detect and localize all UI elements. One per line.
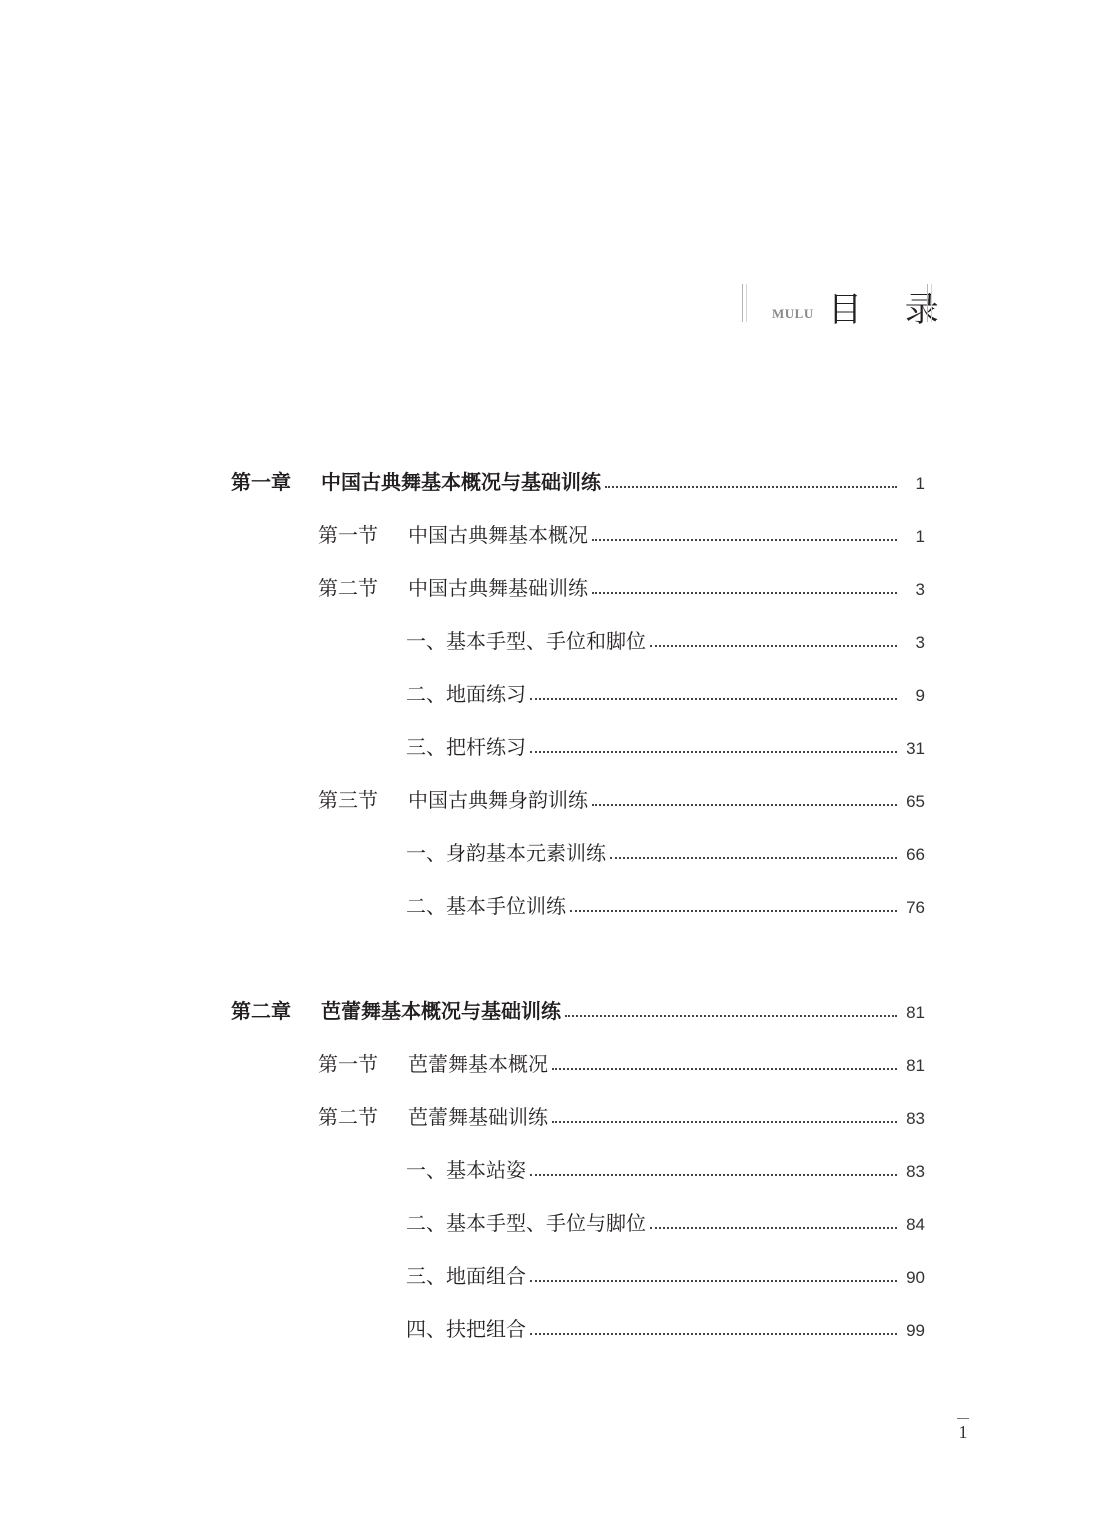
dot-leader xyxy=(650,645,897,647)
page-number: 66 xyxy=(906,845,925,864)
page-number: 3 xyxy=(915,580,925,599)
page-number: 1 xyxy=(915,527,925,546)
folio xyxy=(955,1418,971,1443)
section-number: 第二节 xyxy=(318,1105,378,1129)
folio-dash xyxy=(957,1418,969,1419)
toc-subsection[interactable] xyxy=(406,1312,925,1342)
page-number: 9 xyxy=(915,686,925,705)
toc-section[interactable] xyxy=(318,783,925,813)
subsection-title: 四、扶把组合 xyxy=(406,1317,526,1341)
page-number: 1 xyxy=(915,474,925,493)
page-number: 31 xyxy=(906,739,925,758)
chapter-number: 第一章 xyxy=(231,470,291,494)
toc-section[interactable] xyxy=(318,571,925,601)
folio-page-number: 1 xyxy=(958,1422,968,1442)
dot-leader xyxy=(610,857,897,859)
toc-subsection[interactable] xyxy=(406,677,925,707)
toc-subsection[interactable] xyxy=(406,1206,925,1236)
page-number: 83 xyxy=(906,1162,925,1181)
toc-subsection[interactable] xyxy=(406,624,925,654)
toc-subsection[interactable] xyxy=(406,1259,925,1289)
title-divider-right xyxy=(927,284,932,322)
chapter-title: 芭蕾舞基本概况与基础训练 xyxy=(321,999,561,1023)
page-number: 81 xyxy=(906,1003,925,1022)
page-number: 83 xyxy=(906,1109,925,1128)
title-latin: MULU xyxy=(772,306,814,321)
toc-chapter-2[interactable] xyxy=(231,994,925,1024)
page-number: 99 xyxy=(906,1321,925,1340)
dot-leader xyxy=(570,910,897,912)
toc-chapter-1[interactable] xyxy=(231,465,925,495)
page-number: 3 xyxy=(915,633,925,652)
section-title: 中国古典舞基本概况 xyxy=(408,523,588,547)
dot-leader xyxy=(592,804,897,806)
section-number: 第一节 xyxy=(318,1052,378,1076)
subsection-title: 三、地面组合 xyxy=(406,1264,526,1288)
page-number: 76 xyxy=(906,898,925,917)
dot-leader xyxy=(565,1015,897,1017)
dot-leader xyxy=(530,1333,897,1335)
page-number: 81 xyxy=(906,1056,925,1075)
toc-subsection[interactable] xyxy=(406,1153,925,1183)
toc-subsection[interactable] xyxy=(406,730,925,760)
chapter-number: 第二章 xyxy=(231,999,291,1023)
toc-section[interactable] xyxy=(318,518,925,548)
subsection-title: 二、地面练习 xyxy=(406,682,526,706)
section-title: 中国古典舞身韵训练 xyxy=(408,788,588,812)
toc-title-block xyxy=(742,284,955,330)
toc-section[interactable] xyxy=(318,1100,925,1130)
dot-leader xyxy=(650,1227,897,1229)
dot-leader xyxy=(530,1280,897,1282)
dot-leader xyxy=(552,1121,897,1123)
section-title: 芭蕾舞基础训练 xyxy=(408,1105,548,1129)
subsection-title: 一、基本手型、手位和脚位 xyxy=(406,629,646,653)
dot-leader xyxy=(592,592,897,594)
title-divider-left xyxy=(742,284,747,322)
chapter-title: 中国古典舞基本概况与基础训练 xyxy=(321,470,601,494)
page-number: 84 xyxy=(906,1215,925,1234)
dot-leader xyxy=(592,539,897,541)
section-title: 芭蕾舞基本概况 xyxy=(408,1052,548,1076)
subsection-title: 一、身韵基本元素训练 xyxy=(406,841,606,865)
section-title: 中国古典舞基础训练 xyxy=(408,576,588,600)
toc-subsection[interactable] xyxy=(406,836,925,866)
dot-leader xyxy=(530,751,897,753)
dot-leader xyxy=(552,1068,897,1070)
page-number: 90 xyxy=(906,1268,925,1287)
page-title: 目 录 xyxy=(828,290,955,330)
section-number: 第三节 xyxy=(318,788,378,812)
dot-leader xyxy=(530,698,897,700)
dot-leader xyxy=(605,486,897,488)
subsection-title: 一、基本站姿 xyxy=(406,1158,526,1182)
page-number: 65 xyxy=(906,792,925,811)
subsection-title: 二、基本手型、手位与脚位 xyxy=(406,1211,646,1235)
dot-leader xyxy=(530,1174,897,1176)
toc-subsection[interactable] xyxy=(406,889,925,919)
section-number: 第二节 xyxy=(318,576,378,600)
toc-section[interactable] xyxy=(318,1047,925,1077)
subsection-title: 二、基本手位训练 xyxy=(406,894,566,918)
subsection-title: 三、把杆练习 xyxy=(406,735,526,759)
section-number: 第一节 xyxy=(318,523,378,547)
